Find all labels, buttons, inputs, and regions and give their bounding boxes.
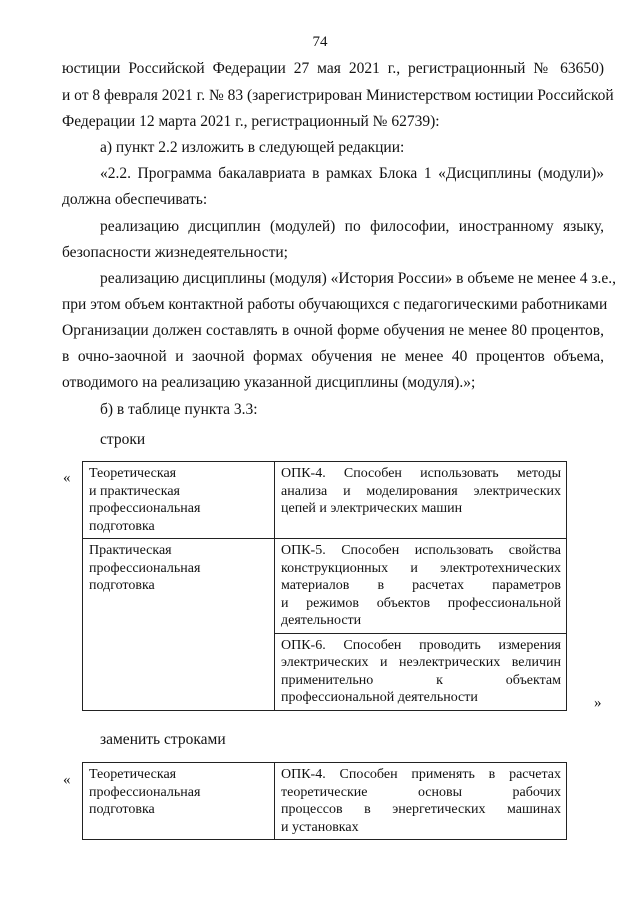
cell-line: ОПК-5. Способен использовать свойства <box>281 543 561 558</box>
cell-line: анализа и моделирования электрических <box>281 483 561 499</box>
cell-line: процессов в энергетических машинах <box>281 802 561 817</box>
paragraph-line: а) пункт 2.2 изложить в следующей редакции: <box>100 139 405 156</box>
cell-line: материалов в расчетах параметров <box>281 578 561 593</box>
cell-line: подготовка <box>89 518 155 534</box>
table-cell <box>83 462 275 539</box>
cell-line: профессиональной деятельности <box>281 690 478 705</box>
table-row <box>83 763 567 840</box>
cell-line: цепей и электрических машин <box>281 501 463 516</box>
cell-line: ОПК-6. Способен проводить измерения <box>281 637 561 653</box>
cell-line: Теоретическая <box>89 466 177 481</box>
paragraph-line: в очно-заочной и заочной формах обучения не менее 40 процентов объема, <box>62 348 604 365</box>
table-cell <box>275 633 567 710</box>
cell-line: применительно к объектам <box>281 672 561 688</box>
cell-line: подготовка <box>89 802 155 817</box>
cell-line: ОПК-4. Способен применять в расчетах <box>281 767 561 782</box>
cell-line: профессиональная <box>89 560 201 576</box>
paragraph-line: «2.2. Программа бакалавриата в рамках Блока 1 «Дисциплины (модули)» <box>100 165 604 182</box>
table-rows-original <box>82 461 567 711</box>
table-row <box>83 462 567 539</box>
cell-line: Теоретическая <box>89 767 177 782</box>
cell-line: и установках <box>281 819 359 835</box>
table-row <box>83 539 567 634</box>
cell-line: теоретические основы рабочих <box>281 784 561 800</box>
table-cell <box>275 763 567 840</box>
table-cell <box>83 763 275 840</box>
paragraph-line: должна обеспечивать: <box>62 191 208 208</box>
cell-line: профессиональная <box>89 784 201 800</box>
paragraph-line: юстиции Российской Федерации 27 мая 2021 г., регистрационный № 63650) <box>62 60 604 77</box>
paragraph-line: строки <box>100 431 146 448</box>
cell-line: конструкционных и электротехнических <box>281 560 561 576</box>
cell-line: и режимов объектов профессиональной <box>281 595 561 611</box>
paragraph-line: отводимого на реализацию указанной дисциплины (модуля).»; <box>62 374 476 391</box>
paragraph-line: при этом объем контактной работы обучающихся с педагогическими работниками <box>62 296 608 313</box>
paragraph-line: реализацию дисциплин (модулей) по философии, иностранному языку, <box>100 218 604 235</box>
paragraph-line: и от 8 февраля 2021 г. № 83 (зарегистрирован Министерством юстиции Российской <box>62 87 614 104</box>
table-cell <box>83 539 275 711</box>
page-number: 74 <box>312 34 328 50</box>
table-rows-replacement <box>82 762 567 840</box>
cell-line: ОПК-4. Способен использовать методы <box>281 466 561 481</box>
paragraph-line: б) в таблице пункта 3.3: <box>100 401 258 418</box>
table-cell <box>275 462 567 539</box>
quote-open-2: « <box>63 772 71 788</box>
quote-open: « <box>63 470 71 486</box>
cell-line: профессиональная <box>89 501 201 516</box>
quote-close: » <box>594 695 602 711</box>
cell-line: Практическая <box>89 543 172 558</box>
cell-line: электрических и неэлектрических величин <box>281 655 561 670</box>
cell-line: подготовка <box>89 578 155 593</box>
paragraph-line: реализацию дисциплины (модуля) «История России» в объеме не менее 4 з.е., <box>100 270 616 287</box>
paragraph-line: Федерации 12 марта 2021 г., регистрационный № 62739): <box>62 113 440 130</box>
cell-line: деятельности <box>281 613 362 628</box>
paragraph-line: безопасности жизнедеятельности; <box>62 244 288 261</box>
cell-line: и практическая <box>89 483 180 499</box>
paragraph-line: заменить строками <box>100 731 226 748</box>
table-cell <box>275 539 567 634</box>
paragraph-line: Организации должен составлять в очной форме обучения не менее 80 процентов, <box>62 322 604 339</box>
